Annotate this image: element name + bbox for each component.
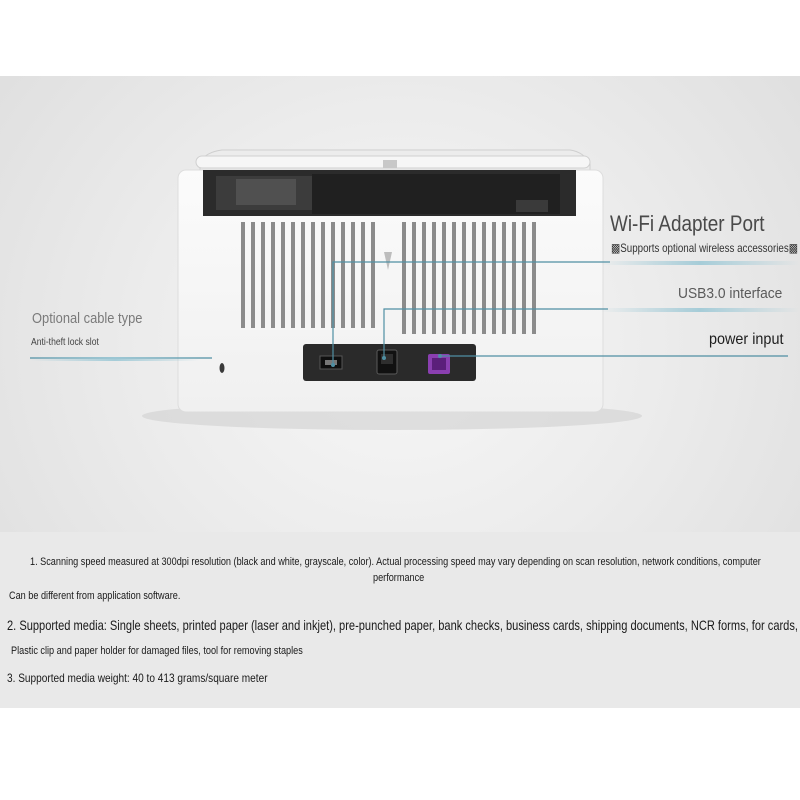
- optional-cable-label: Optional cable type: [32, 310, 143, 327]
- wifi-adapter-port-label: Wi-Fi Adapter Port: [610, 211, 765, 236]
- note-1-line-3: Can be different from application software.: [9, 590, 181, 602]
- scanner-rear-view: [0, 76, 800, 532]
- usb-interface-label: USB3.0 interface: [678, 285, 783, 302]
- note-1-line-1: 1. Scanning speed measured at 300dpi resolution (black and white, grayscale, color). Actual processing speed may vary depending on scan resolution, network conditions, computer: [30, 556, 761, 568]
- scanner-illustration: [0, 76, 800, 532]
- lock-slot-caption: Anti-theft lock slot: [31, 337, 99, 348]
- wifi-adapter-port-caption: ▩Supports optional wireless accessories▩: [611, 241, 799, 255]
- product-panel: [0, 76, 800, 708]
- note-3: 3. Supported media weight: 40 to 413 grams/square meter: [7, 671, 268, 685]
- note-2: 2. Supported media: Single sheets, printed paper (laser and inkjet), pre-punched paper, bank checks, business cards, shipping documents, NCR forms, for cards,: [7, 617, 798, 633]
- note-1-line-2: performance: [373, 572, 425, 584]
- power-input-label: power input: [709, 331, 784, 348]
- note-2-sub: Plastic clip and paper holder for damaged files, tool for removing staples: [11, 645, 303, 657]
